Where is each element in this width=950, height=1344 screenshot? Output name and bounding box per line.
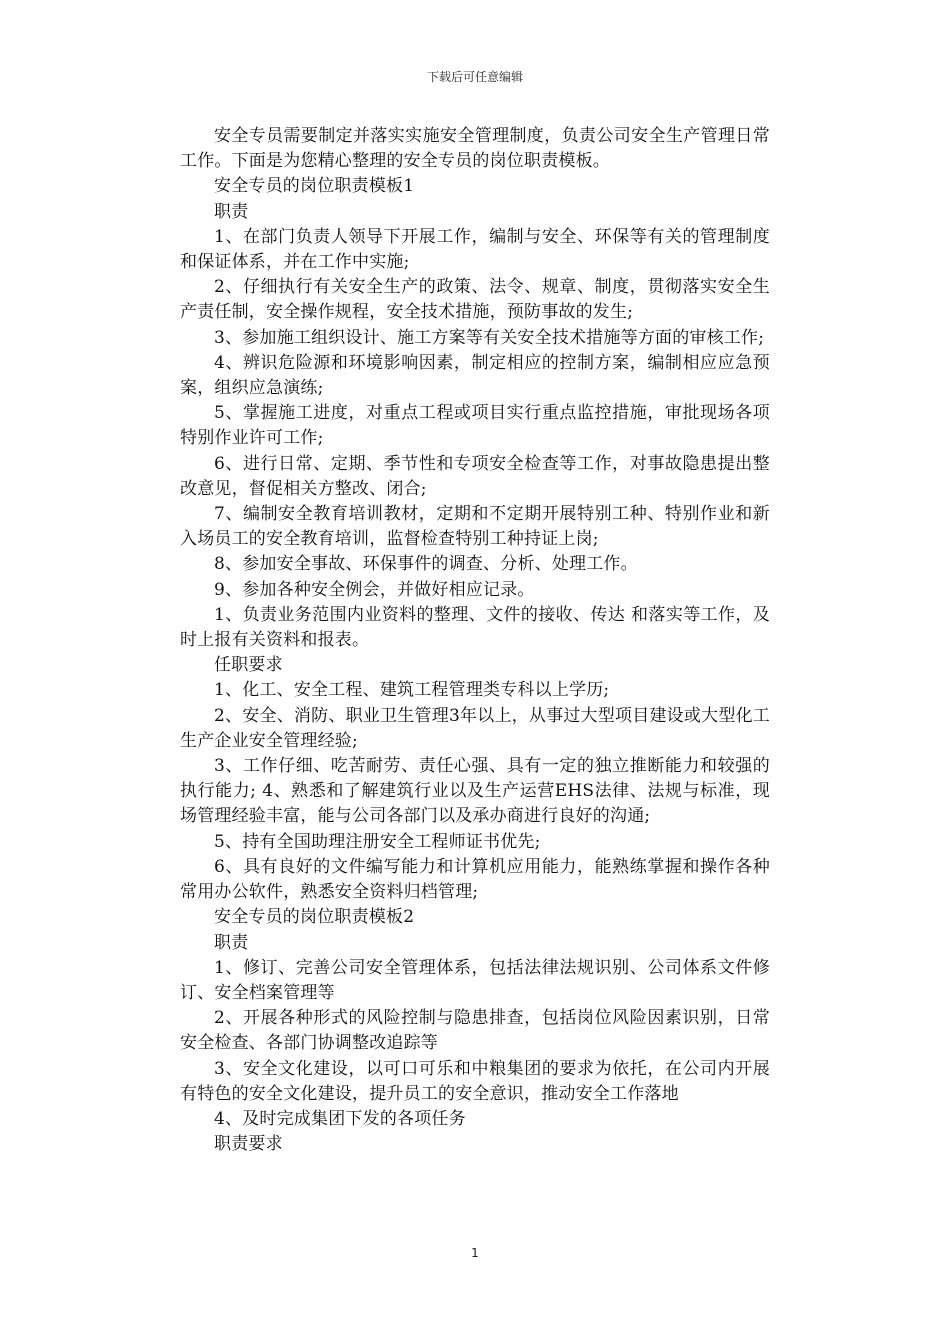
list-item: 4、及时完成集团下发的各项任务 bbox=[214, 1108, 466, 1129]
list-item: 6、具有良好的文件编写能力和计算机应用能力，能熟练掌握和操作各种常用办公软件，熟悉安全资料归档管理; bbox=[180, 856, 770, 903]
list-item: 2、开展各种形式的风险控制与隐患排查，包括岗位风险因素识别，日常安全检查、各部门协调整改追踪等 bbox=[180, 1008, 770, 1054]
subheading-duties: 职责 bbox=[214, 932, 249, 953]
list-item: 1、修订、完善公司安全管理体系，包括法律法规识别、公司体系文件修订、安全档案管理等 bbox=[180, 957, 770, 1003]
list-item: 1、负责业务范围内业资料的整理、文件的接收、传达 和落实等工作，及时上报有关资料和报表。 bbox=[180, 604, 770, 651]
list-item: 5、掌握施工进度，对重点工程或项目实行重点监控措施，审批现场各项特别作业许可工作; bbox=[180, 403, 770, 449]
document-body bbox=[180, 124, 770, 1157]
list-item: 7、编制安全教育培训教材，定期和不定期开展特别工种、特别作业和新入场员工的安全教育培训，监督检查特别工种持证上岗; bbox=[180, 504, 770, 550]
list-item: 3、参加施工组织设计、施工方案等有关安全技术措施等方面的审核工作; bbox=[214, 327, 765, 348]
list-item: 9、参加各种安全例会，并做好相应记录。 bbox=[214, 579, 535, 600]
section-title-template-2: 安全专员的岗位职责模板2 bbox=[214, 907, 415, 928]
list-item: 1、在部门负责人领导下开展工作，编制与安全、环保等有关的管理制度和保证体系，并在工作中实施; bbox=[180, 226, 770, 273]
subheading-duty-requirements: 职责要求 bbox=[214, 1134, 283, 1155]
list-item: 1、化工、安全工程、建筑工程管理类专科以上学历; bbox=[214, 680, 610, 701]
list-item: 4、辨识危险源和环境影响因素，制定相应的控制方案，编制相应应急预案，组织应急演练; bbox=[180, 352, 770, 399]
list-item: 2、安全、消防、职业卫生管理3年以上，从事过大型项目建设或大型化工生产企业安全管理经验; bbox=[180, 705, 770, 751]
subheading-duties: 职责 bbox=[214, 201, 249, 222]
page-number: 1 bbox=[471, 1246, 479, 1260]
subheading-requirements: 任职要求 bbox=[214, 655, 283, 676]
page-header: 下载后可任意编辑 bbox=[426, 70, 523, 84]
list-item: 3、工作仔细、吃苦耐劳、责任心强、具有一定的独立推断能力和较强的执行能力; 4、熟悉和了解建筑行业以及生产运营EHS法律、法规与标准，现场管理经验丰富，能与公司各部门以及承办商进行良好的沟通; bbox=[180, 756, 770, 827]
list-item: 2、仔细执行有关安全生产的政策、法令、规章、制度，贯彻落实安全生产责任制，安全操作规程，安全技术措施，预防事故的发生; bbox=[180, 277, 770, 323]
list-item: 3、安全文化建设，以可口可乐和中粮集团的要求为依托，在公司内开展有特色的安全文化建设，提升员工的安全意识，推动安全工作落地 bbox=[180, 1058, 770, 1104]
intro-paragraph: 安全专员需要制定并落实实施安全管理制度，负责公司安全生产管理日常工作。下面是为您精心整理的安全专员的岗位职责模板。 bbox=[180, 126, 770, 172]
section-title-template-1: 安全专员的岗位职责模板1 bbox=[214, 176, 415, 197]
list-item: 8、参加安全事故、环保事件的调查、分析、处理工作。 bbox=[214, 554, 638, 575]
list-item: 6、进行日常、定期、季节性和专项安全检查等工作，对事故隐患提出整改意见，督促相关方整改、闭合; bbox=[180, 453, 770, 499]
list-item: 5、持有全国助理注册安全工程师证书优先; bbox=[214, 831, 541, 852]
